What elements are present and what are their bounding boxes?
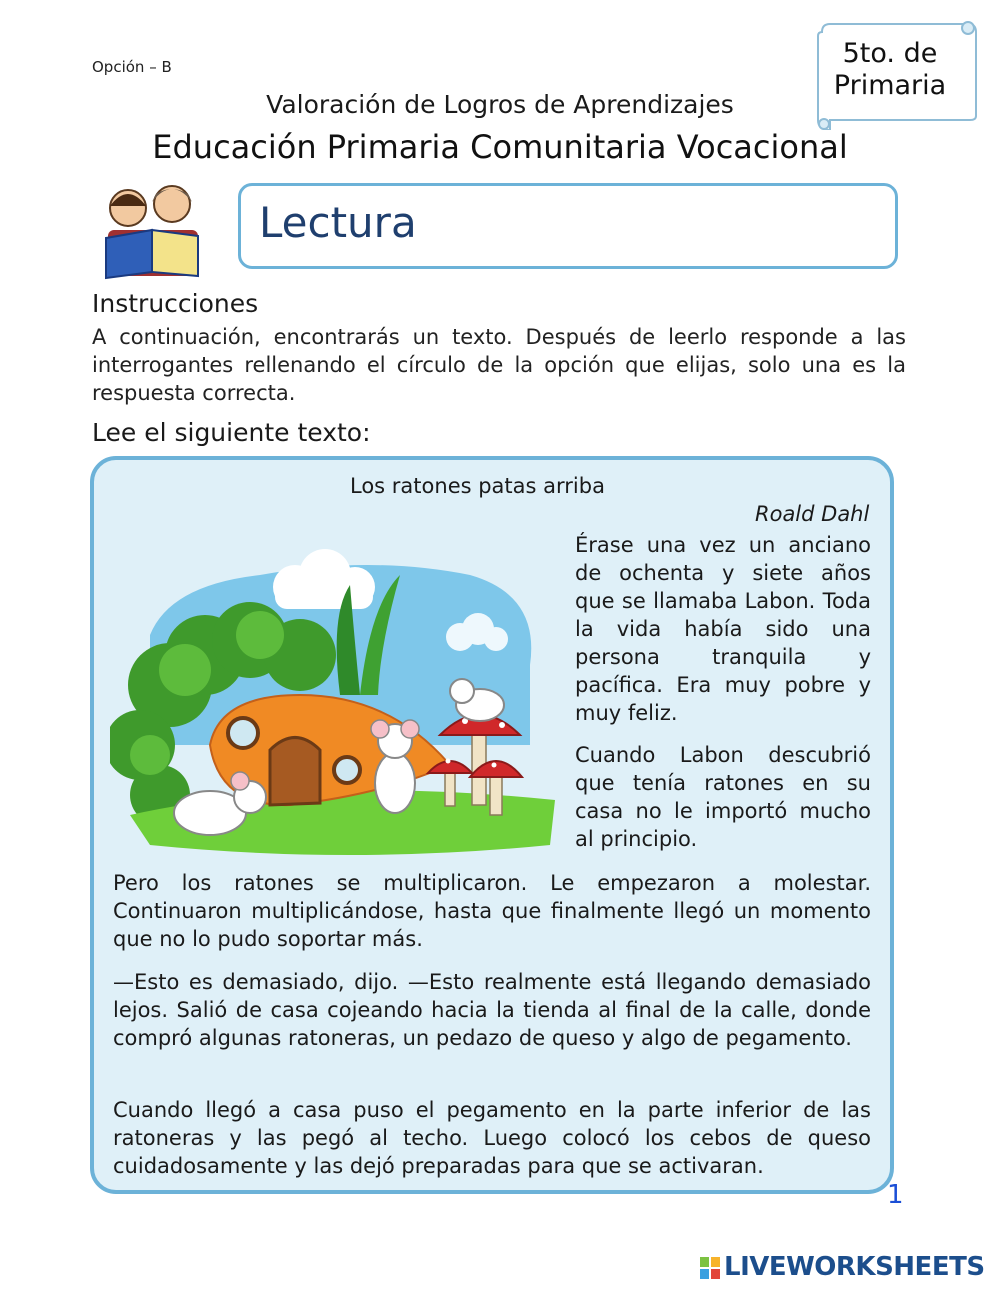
liveworksheets-icon bbox=[700, 1257, 720, 1279]
instructions-text: A continuación, encontrarás un texto. Después de leerlo responde a las interrogantes rellenando el círculo de la opción que elijas, solo una es la respuesta correcta. bbox=[92, 325, 906, 405]
assessment-title: Valoración de Logros de Aprendizajes bbox=[266, 90, 734, 119]
read-prompt: Lee el siguiente texto: bbox=[92, 418, 371, 447]
brand-name: LIVEWORKSHEETS bbox=[724, 1252, 985, 1282]
page-number: 1 bbox=[887, 1180, 904, 1210]
grade-label: 5to. de Primaria bbox=[833, 38, 947, 101]
program-title: Educación Primaria Comunitaria Vocacional bbox=[152, 128, 848, 166]
story-title: Los ratones patas arriba bbox=[350, 474, 605, 498]
mouse-house-illustration bbox=[110, 545, 570, 865]
story-paragraph: Cuando llegó a casa puso el pegamento en la parte inferior de las ratoneras y las pegó al techo. Luego colocó los cebos de queso cuidadosamente y las dejó preparadas para que se activaran. bbox=[113, 1098, 871, 1178]
option-label: Opción – B bbox=[92, 58, 172, 76]
section-title: Lectura bbox=[259, 198, 417, 247]
story-paragraph: —Esto es demasiado, dijo. —Esto realmente está llegando demasiado lejos. Salió de casa cojeando hacia la tienda al final de la calle, donde compró algunas ratoneras, un pedazo de queso y algo de pegamento. bbox=[113, 970, 871, 1050]
reading-kids-illustration bbox=[88, 180, 218, 280]
story-paragraph: Pero los ratones se multiplicaron. Le empezaron a molestar. Continuaron multiplicándose, hasta que finalmente llegó un momento que no lo pudo soportar más. bbox=[113, 871, 871, 951]
story-author: Roald Dahl bbox=[755, 502, 870, 526]
instructions-heading: Instrucciones bbox=[92, 289, 259, 318]
story-paragraph: Cuando Labon descubrió que tenía ratones en su casa no le importó mucho al principio. bbox=[575, 743, 871, 851]
section-banner bbox=[238, 183, 898, 269]
story-paragraph: Érase una vez un anciano de ochenta y siete años que se llamaba Labon. Toda la vida había sido una persona tranquila y pacífica. Era muy pobre y muy feliz. bbox=[575, 533, 871, 725]
